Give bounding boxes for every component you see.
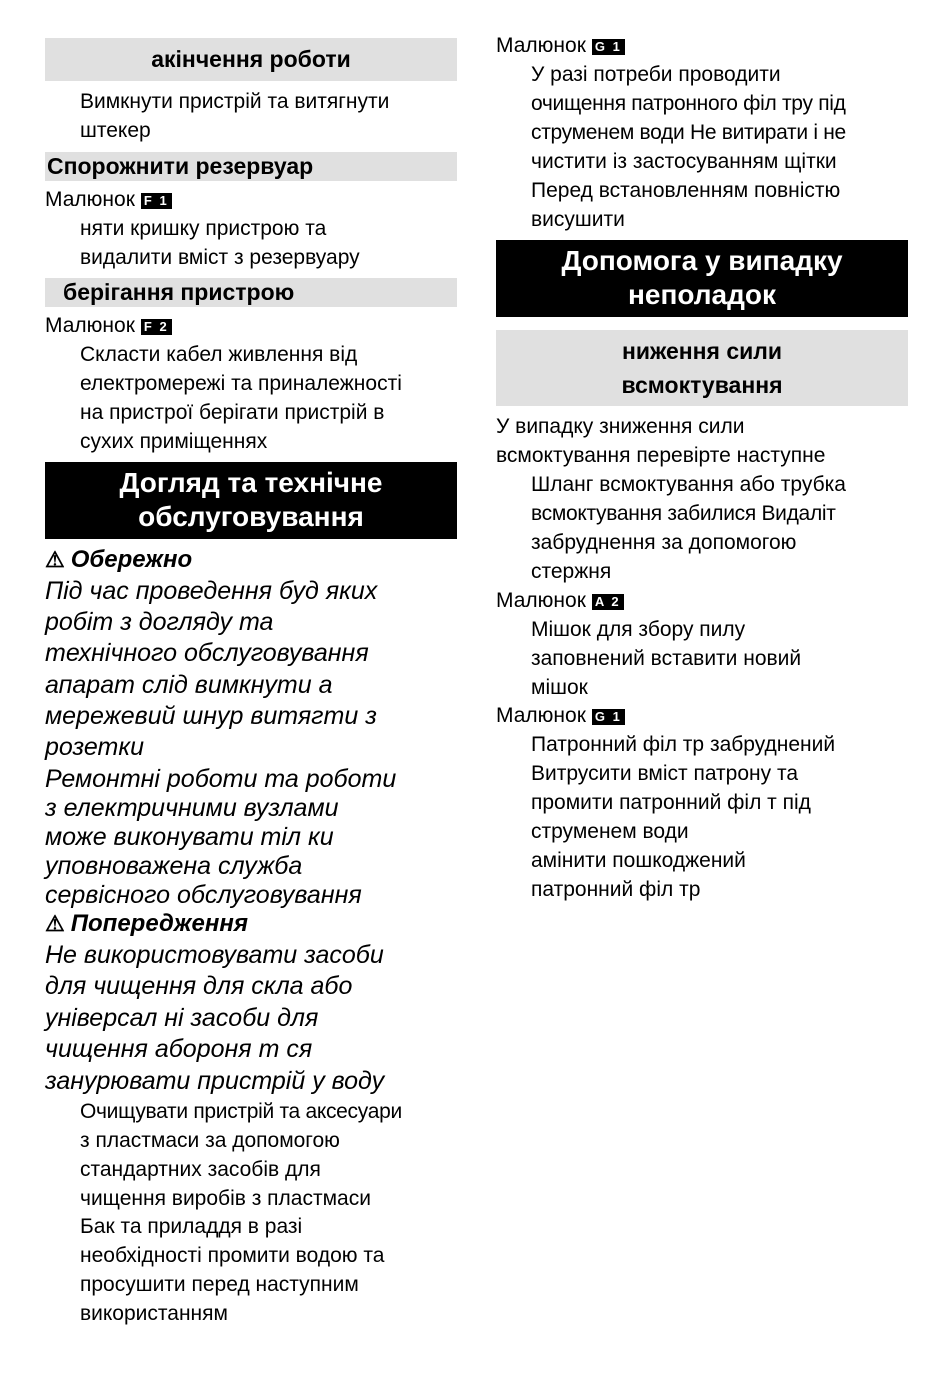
figure-badge: G 1 (592, 39, 625, 55)
cartridge-line-1: Патронний філ тр забруднений (531, 733, 836, 756)
warning-line-1: Не використовувати засоби (45, 941, 384, 969)
storage-line-4: сухих приміщеннях (80, 430, 268, 453)
caution-line-1: Під час проведення буд яких (45, 577, 378, 605)
maintenance-heading-line-2: обслуговування (138, 501, 364, 532)
a2-figure-ref (496, 586, 624, 615)
warning-line-3: універсал ні засоби для (45, 1004, 319, 1032)
suction-heading-line-1: ниження сили (621, 338, 783, 364)
figure-label: Малюнок (496, 589, 586, 612)
clean-line-3: стандартних засобів для (80, 1158, 321, 1181)
figure-label: Малюнок (496, 34, 586, 57)
caution-line-2: робіт з догляду та (45, 608, 274, 636)
cartridge-line-3: промити патронний філ т під (531, 791, 811, 814)
filter-clean-line-6: висушити (531, 208, 625, 231)
repair-line-2: з електричними вузлами (45, 794, 339, 822)
suction-intro-line-2: всмоктування перевірте наступне (496, 444, 826, 467)
repair-line-1: Ремонтні роботи та роботи (45, 765, 397, 793)
suction-heading-line-2: всмоктування (621, 372, 783, 398)
storage-line-3: на пристрої берігати пристрій в (80, 401, 385, 424)
clean-line-4: чищення виробів з пластмаси (80, 1187, 371, 1210)
warning-title: Попередження (70, 910, 248, 937)
repair-line-4: уповноважена служба (45, 852, 303, 880)
filter-clean-line-2: очищення патронного філ тру під (531, 92, 846, 115)
tank-line-1: Бак та приладдя в разі (80, 1215, 303, 1238)
caution-line-3: технічного обслуговування (45, 639, 369, 667)
empty-heading: Спорожнити резервуар (45, 152, 457, 181)
filter-figure-ref (496, 31, 625, 60)
clean-line-2: з пластмаси за допомогою (80, 1129, 340, 1152)
filter-clean-line-4: чистити із застосуванням щітки (531, 150, 837, 173)
finish-line-2: штекер (80, 119, 151, 142)
storage-line-1: Скласти кабел живлення від (80, 343, 358, 366)
figure-badge: G 1 (592, 709, 625, 725)
warning-line-2: для чищення для скла або (45, 972, 353, 1000)
empty-figure-ref (45, 185, 172, 214)
hose-line-3: забруднення за допомогою (531, 531, 797, 554)
filter-clean-line-1: У разі потреби проводити (531, 63, 781, 86)
hose-line-1: Шланг всмоктування або трубка (531, 473, 846, 496)
warning-triangle-icon: ⚠ (45, 911, 65, 936)
caution-line-4: апарат слід вимкнути а (45, 671, 333, 699)
figure-label: Малюнок (496, 704, 586, 727)
troubleshooting-heading (496, 240, 908, 317)
caution-line-5: мережевий шнур витягти з (45, 702, 377, 730)
storage-heading: берігання пристрою (45, 278, 457, 307)
repair-line-5: сервісного обслуговування (45, 881, 362, 909)
maintenance-heading-line-1: Догляд та технічне (119, 467, 383, 498)
caution-title: Обережно (70, 546, 193, 573)
replace-line-1: амінити пошкоджений (531, 849, 746, 872)
caution-title-row (45, 545, 192, 575)
empty-line-2: видалити вміст з резервуару (80, 246, 360, 269)
warning-line-5: занурювати пристрій у воду (45, 1067, 385, 1095)
warning-line-4: чищення абороня т ся (45, 1035, 313, 1063)
figure-label: Малюнок (45, 314, 135, 337)
tank-line-4: використанням (80, 1302, 228, 1325)
filter-clean-line-5: Перед встановленням повністю (531, 179, 841, 202)
finish-heading: акінчення роботи (45, 38, 457, 81)
bag-line-2: заповнений вставити новий (531, 647, 802, 670)
finish-line-1: Вимкнути пристрій та витягнути (80, 90, 390, 113)
hose-line-4: стержня (531, 560, 612, 583)
hose-line-2: всмоктування забилися Видаліт (531, 502, 836, 525)
storage-figure-ref (45, 311, 172, 340)
troubleshooting-heading-line-2: неполадок (627, 279, 777, 310)
caution-line-6: розетки (45, 733, 145, 761)
figure-badge: F 1 (141, 193, 172, 209)
suction-heading (496, 330, 908, 406)
cartridge-line-4: струменем води (531, 820, 689, 843)
suction-intro-line-1: У випадку зниження сили (496, 415, 745, 438)
maintenance-heading (45, 462, 457, 539)
empty-line-1: няти кришку пристрою та (80, 217, 327, 240)
tank-line-3: просушити перед наступним (80, 1273, 359, 1296)
tank-line-2: необхідності промити водою та (80, 1244, 385, 1267)
filter-clean-line-3: струменем води Не витирати і не (531, 121, 846, 144)
figure-badge: A 2 (592, 594, 624, 610)
bag-line-1: Мішок для збору пилу (531, 618, 746, 641)
warning-triangle-icon: ⚠ (45, 547, 65, 572)
repair-line-3: може виконувати тіл ки (45, 823, 334, 851)
g1-figure-ref (496, 701, 625, 730)
storage-line-2: електромережі та приналежності (80, 372, 402, 395)
troubleshooting-heading-line-1: Допомога у випадку (561, 245, 843, 276)
cartridge-line-2: Витрусити вміст патрону та (531, 762, 799, 785)
figure-badge: F 2 (141, 319, 172, 335)
figure-label: Малюнок (45, 188, 135, 211)
clean-line-1: Очищувати пристрій та аксесуари (80, 1100, 402, 1123)
replace-line-2: патронний філ тр (531, 878, 701, 901)
bag-line-3: мішок (531, 676, 588, 699)
warning-title-row (45, 909, 248, 939)
